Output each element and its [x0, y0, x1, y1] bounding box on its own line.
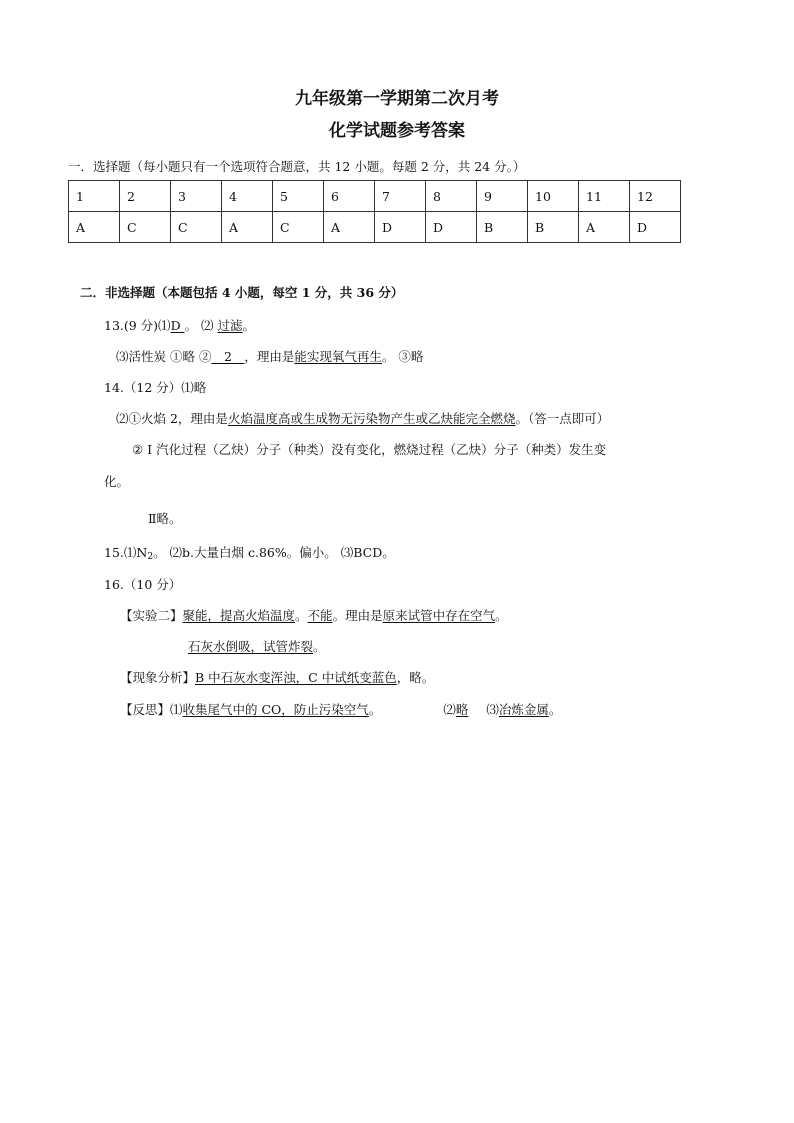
- answer-cell: B: [528, 212, 579, 243]
- q16-reflect-2-label: ⑵: [443, 702, 456, 717]
- q13-answer-2: 过滤: [217, 318, 243, 333]
- question-number-cell: 10: [528, 181, 579, 212]
- q16-sep-2: 。: [495, 608, 508, 623]
- question-number-cell: 7: [375, 181, 426, 212]
- q16-line2: [120, 606, 508, 624]
- question-number-cell: 2: [120, 181, 171, 212]
- answer-cell: A: [324, 212, 375, 243]
- q13-text: 。 ⑵: [184, 318, 218, 333]
- q16-line5: [120, 700, 561, 718]
- q16-analysis-end: ，略。: [396, 670, 435, 685]
- question-number-cell: 9: [477, 181, 528, 212]
- answer-table-answer-row: [69, 212, 681, 243]
- q13-line2: [116, 347, 423, 365]
- answer-cell: D: [630, 212, 681, 243]
- q16-reflect-3-label: ⑶: [486, 702, 499, 717]
- q15-part1: 15.⑴N: [104, 545, 148, 560]
- q13-line1: [104, 316, 255, 334]
- q13-reason-label: ，理由是: [244, 349, 295, 364]
- q16-line4: [120, 668, 434, 686]
- q14-line5: Ⅱ略。: [148, 511, 182, 526]
- section1-heading: 一．选择题（每小题只有一个选项符合题意，共 12 小题。每题 2 分，共 24 分。）: [68, 159, 526, 174]
- q14-reason: 火焰温度高或生成物无污染物产生或乙炔能完全燃烧: [227, 411, 516, 426]
- answer-cell: A: [222, 212, 273, 243]
- question-number-cell: 12: [630, 181, 681, 212]
- answer-cell: D: [375, 212, 426, 243]
- q13-reason: 能实现氧气再生: [294, 349, 382, 364]
- q16-answer-2: 不能: [307, 608, 333, 623]
- question-number-cell: 5: [273, 181, 324, 212]
- question-number-cell: 3: [171, 181, 222, 212]
- answer-cell: C: [120, 212, 171, 243]
- q14-line1: 14.（12 分）⑴略: [104, 380, 207, 395]
- q13-label: 13.(9 分)⑴: [104, 318, 171, 333]
- answer-cell: D: [426, 212, 477, 243]
- q15-part2: 。 ⑵b.大量白烟 c.86%。偏小。 ⑶BCD。: [153, 545, 395, 560]
- question-number-cell: 4: [222, 181, 273, 212]
- page-title: 九年级第一学期第二次月考: [295, 89, 499, 109]
- q13-part3-end: 。 ③略: [381, 349, 424, 364]
- q16-reflect-1-end: 。: [368, 702, 382, 717]
- q16-analysis-label: 【现象分析】: [120, 670, 196, 685]
- answer-table: [68, 180, 681, 243]
- section2-heading: 二．非选择题（本题包括 4 小题，每空 1 分，共 36 分）: [80, 285, 404, 300]
- q16-sep-1: 。: [295, 608, 308, 623]
- answer-cell: C: [273, 212, 324, 243]
- q14-line2: [116, 409, 609, 427]
- q16-reflect-label: 【反思】⑴: [120, 702, 183, 717]
- q14-part2: ⑵①火焰 2，理由是: [116, 411, 228, 426]
- q16-reflect-3: 冶炼金属: [498, 702, 549, 717]
- q16-reason-label: 。理由是: [332, 608, 383, 623]
- q13-text-end: 。: [242, 318, 256, 333]
- answer-cell: B: [477, 212, 528, 243]
- q15-subscript: 2: [147, 552, 154, 562]
- page-subtitle: 化学试题参考答案: [329, 121, 465, 141]
- q16-exp2-label: 【实验二】: [120, 608, 183, 623]
- q16-line3: [188, 637, 326, 655]
- q16-answer-3: 石灰水倒吸，试管炸裂: [188, 639, 314, 654]
- q16-reflect-3-end: 。: [548, 702, 562, 717]
- q13-answer-1: D: [170, 318, 185, 333]
- q16-reflect-1: 收集尾气中的 CO，防止污染空气: [182, 702, 369, 717]
- q16-line1: 16.（10 分）: [104, 577, 182, 592]
- q16-reflect-2: 略: [455, 702, 469, 717]
- q13-part3: ⑶活性炭 ①略 ②: [116, 349, 212, 364]
- question-number-cell: 6: [324, 181, 375, 212]
- question-number-cell: 1: [69, 181, 120, 212]
- answer-cell: C: [171, 212, 222, 243]
- answer-cell: A: [69, 212, 120, 243]
- answer-table-number-row: [69, 181, 681, 212]
- q14-line3: ② Ⅰ 汽化过程（乙炔）分子（种类）没有变化，燃烧过程（乙炔）分子（种类）发生变: [132, 442, 607, 457]
- q16-line3-end: 。: [313, 639, 326, 654]
- question-number-cell: 8: [426, 181, 477, 212]
- question-number-cell: 11: [579, 181, 630, 212]
- q16-analysis: B 中石灰水变浑浊，C 中试纸变蓝色: [195, 670, 397, 685]
- q15-line: [104, 543, 395, 562]
- q13-answer-3: __2__: [211, 349, 245, 364]
- q14-part2-end: 。（答一点即可）: [515, 411, 610, 426]
- q16-reason: 原来试管中存在空气: [382, 608, 496, 623]
- answer-cell: A: [579, 212, 630, 243]
- q14-line4: 化。: [104, 474, 130, 489]
- q16-answer-1: 聚能，提高火焰温度: [182, 608, 296, 623]
